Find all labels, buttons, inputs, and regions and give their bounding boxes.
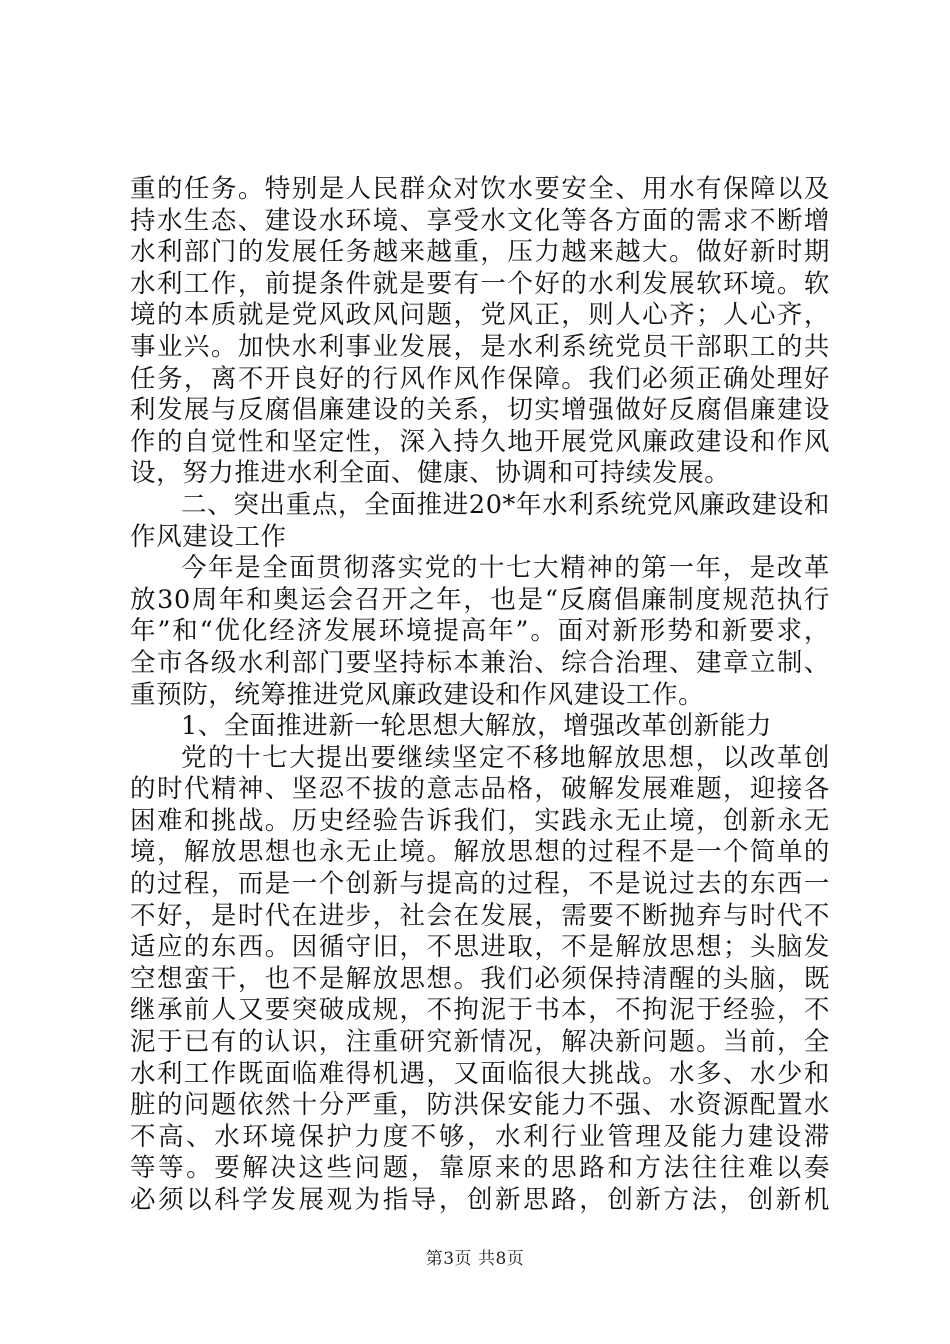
text-line: 1、全面推进新一轮思想大解放，增强改革创新能力 <box>181 711 773 742</box>
text-line: 境，解放思想也永无止境。解放思想的过程不是一个简单的 <box>130 837 830 868</box>
text-line: 重的任务。特别是人民群众对饮水要安全、用水有保障以及 <box>130 174 830 204</box>
text-line: 全市各级水利部门要坚持标本兼治、综合治理、建章立制、 <box>130 647 830 678</box>
text-line: 任务，离不开良好的行风作风作保障。我们必须正确处理好 <box>130 363 830 394</box>
text-line: 事业兴。加快水利事业发展，是水利系统党员干部职工的共 <box>130 331 830 362</box>
text-line: 空想蛮干，也不是解放思想。我们必须保持清醒的头脑，既 <box>130 963 830 994</box>
text-line: 二、突出重点，全面推进20*年水利系统党风廉政建设和 <box>181 489 830 520</box>
text-line: 今年是全面贯彻落实党的十七大精神的第一年，是改革 <box>181 553 830 584</box>
text-line: 必须以科学发展观为指导，创新思路，创新方法，创新机 <box>130 1185 830 1215</box>
text-line: 作的自觉性和坚定性，深入持久地开展党风廉政建设和作风 <box>130 426 830 457</box>
page-number-footer: 第3页 共8页 <box>425 1249 525 1269</box>
document-body <box>130 174 830 1217</box>
text-line: 困难和挑战。历史经验告诉我们，实践永无止境，创新永无 <box>130 805 830 836</box>
text-line: 放30周年和奥运会召开之年，也是“反腐倡廉制度规范执行 <box>130 584 830 615</box>
text-line: 的过程，而是一个创新与提高的过程，不是说过去的东西一 <box>130 869 830 900</box>
text-line: 重预防，统筹推进党风廉政建设和作风建设工作。 <box>130 679 705 710</box>
text-line: 水利部门的发展任务越来越重，压力越来越大。做好新时期 <box>130 237 830 268</box>
text-line: 脏的问题依然十分严重，防洪保安能力不强、水资源配置水 <box>130 1090 830 1121</box>
text-line: 利发展与反腐倡廉建设的关系，切实增强做好反腐倡廉建设 <box>130 395 830 426</box>
text-line: 适应的东西。因循守旧，不思进取，不是解放思想；头脑发 <box>130 932 830 963</box>
text-line: 持水生态、建设水环境、享受水文化等各方面的需求不断增 <box>130 205 830 236</box>
text-line: 年”和“优化经济发展环境提高年”。面对新形势和新要求， <box>130 616 830 647</box>
text-line: 作风建设工作 <box>130 521 287 552</box>
text-line: 不好，是时代在进步，社会在发展，需要不断抛弃与时代不 <box>130 900 830 931</box>
text-line: 等等。要解决这些问题，靠原来的思路和方法往往难以奏 <box>130 1153 830 1184</box>
text-line: 境的本质就是党风政风问题，党风正，则人心齐；人心齐， <box>130 300 830 331</box>
text-line: 水利工作既面临难得机遇，又面临很大挑战。水多、水少和 <box>130 1058 830 1089</box>
text-line: 不高、水环境保护力度不够，水利行业管理及能力建设滞 <box>130 1121 830 1152</box>
text-line: 党的十七大提出要继续坚定不移地解放思想，以改革创 <box>181 742 830 773</box>
text-line: 设，努力推进水利全面、健康、协调和可持续发展。 <box>130 458 731 489</box>
text-line: 泥于已有的认识，注重研究新情况，解决新问题。当前，全 <box>130 1027 830 1058</box>
text-line: 水利工作，前提条件就是要有一个好的水利发展软环境。软 <box>130 268 830 299</box>
text-line: 的时代精神、坚忍不拔的意志品格，破解发展难题，迎接各 <box>130 774 830 805</box>
text-line: 继承前人又要突破成规，不拘泥于书本，不拘泥于经验，不 <box>130 995 830 1026</box>
